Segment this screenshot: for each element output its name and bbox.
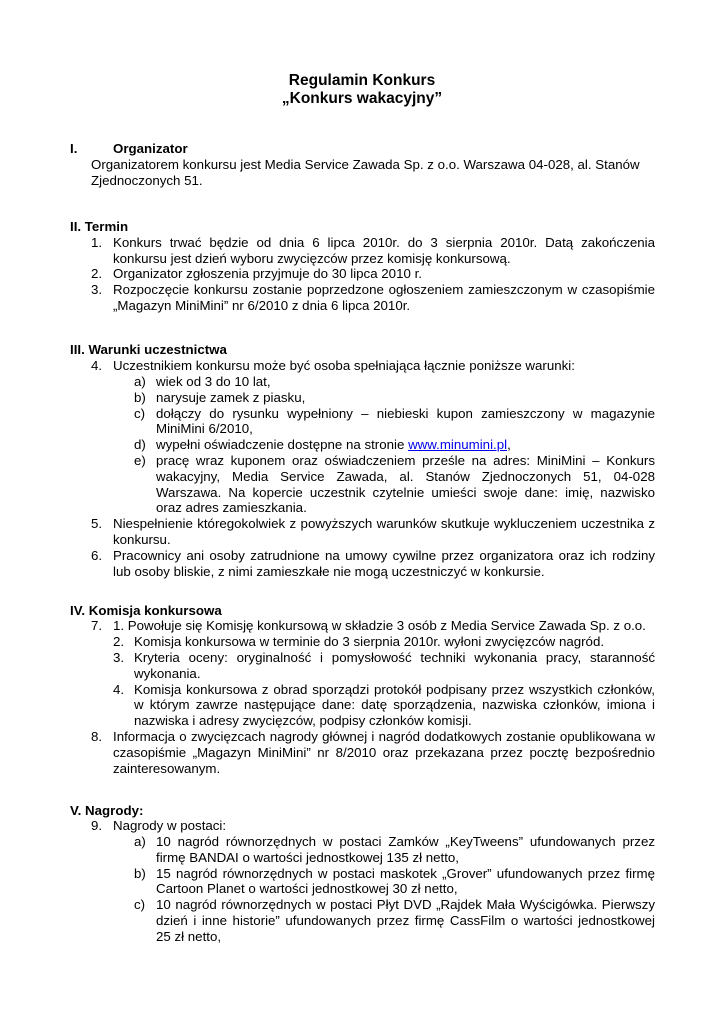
list-number: 3. — [91, 282, 103, 297]
sublist-item-text: 25 zł netto, — [156, 929, 222, 944]
sublist-item-text: 15 nagród równorzędnych w postaci maskotek „Grover” ufundowanych przez firmę — [156, 866, 655, 881]
list-item-text: Niespełnienie któregokolwiek z powyższych warunków skutkuje wykluczeniem uczestnika z — [113, 516, 655, 531]
sublist-letter: d) — [134, 437, 146, 452]
list-number: 9. — [91, 818, 103, 833]
sublist-item-text: w którym zawrze następujące dane: datę sporządzenia, nazwiska członków, imiona i — [134, 697, 655, 712]
sublist-item-text: 10 nagród równorzędnych w postaci Płyt DVD „Rajdek Mała Wyścigówka. Pierwszy — [156, 897, 655, 912]
sublist-number: 4. — [113, 682, 125, 697]
sublist-item-text: dzień i inne historie” ufundowanych przez firmę CassFilm o wartości jednostkowej — [156, 913, 655, 928]
list-item-text: Informacja o zwycięzcach nagrody głównej i nagród dodatkowych zostanie opublikowana w — [113, 729, 655, 744]
sublist-letter: c) — [134, 406, 146, 421]
section-5-heading: V. Nagrody: — [70, 803, 144, 818]
sublist-item-text: wykonania. — [134, 666, 201, 681]
sublist-item-text: 10 nagród równorzędnych w postaci Zamków „KeyTweens” ufundowanych przez — [156, 834, 655, 849]
sublist-item-text: MiniMini 6/2010, — [156, 421, 253, 436]
section-4-heading: IV. Komisja konkursowa — [70, 603, 222, 618]
list-item-text: 1. Powołuje się Komisję konkursową w składzie 3 osób z Media Service Zawada Sp. z o.o. — [113, 618, 646, 633]
sublist-number: 3. — [113, 650, 125, 665]
list-number: 8. — [91, 729, 103, 744]
sublist-item-text: Kryteria oceny: oryginalność i pomysłowość techniki wykonania pracy, staranność — [134, 650, 655, 665]
list-item-text: Nagrody w postaci: — [113, 818, 227, 833]
document-subtitle: „Konkurs wakacyjny” — [281, 90, 443, 107]
sublist-item-text: wiek od 3 do 10 lat, — [156, 374, 271, 389]
website-link[interactable]: www.minumini.pl — [408, 437, 508, 452]
sublist-letter: b) — [134, 390, 146, 405]
list-item-text: Uczestnikiem konkursu może być osoba spełniająca łącznie poniższe warunki: — [113, 358, 575, 373]
sublist-item-text: wypełni oświadczenie dostępne na stronie www.minumini.pl, — [156, 437, 511, 452]
section-1-number: I. — [70, 141, 78, 156]
sublist-letter: a) — [134, 834, 146, 849]
section-1-text-line: Organizatorem konkursu jest Media Service Zawada Sp. z o.o. Warszawa 04-028, al. Stanów — [91, 157, 640, 172]
list-number: 2. — [91, 266, 103, 281]
list-number: 4. — [91, 358, 103, 373]
sublist-item-text: oraz adres zamieszkania. — [156, 500, 307, 515]
sublist-number: 2. — [113, 634, 125, 649]
sublist-item-text: Warszawa. Na kopercie uczestnik czytelnie umieści swoje dane: imię, nazwisko — [156, 485, 655, 500]
sublist-letter: e) — [134, 453, 146, 468]
list-item-text: lub osoby bliskie, z nimi zamieszkałe nie mogą uczestniczyć w konkursie. — [113, 564, 545, 579]
list-item-text: konkursu jest dzień wyboru zwycięzców przez komisję konkursową. — [113, 251, 511, 266]
list-item-text: Pracownicy ani osoby zatrudnione na umowy cywilne przez organizatora oraz ich rodziny — [113, 548, 655, 563]
sublist-letter: c) — [134, 897, 146, 912]
list-item-text: Organizator zgłoszenia przyjmuje do 30 lipca 2010 r. — [113, 266, 422, 281]
sublist-item-text: Cartoon Planet o wartości jednostkowej 30 zł netto, — [156, 881, 458, 896]
list-number: 6. — [91, 548, 103, 563]
section-2-heading: II. Termin — [70, 219, 129, 234]
sublist-item-text: firmę BANDAI o wartości jednostkowej 135 zł netto, — [156, 850, 460, 865]
list-item-text: „Magazyn MiniMini” nr 6/2010 z dnia 6 lipca 2010r. — [113, 298, 411, 313]
list-item-text: zainteresowanym. — [113, 761, 221, 776]
list-number: 7. — [91, 618, 103, 633]
list-number: 1. — [91, 235, 103, 250]
list-item-text: konkursu. — [113, 532, 171, 547]
list-item-text: Rozpoczęcie konkursu zostanie poprzedzone ogłoszeniem zamieszczonym w czasopiśmie — [113, 282, 655, 297]
section-3-heading: III. Warunki uczestnictwa — [70, 342, 227, 357]
section-1-text-line: Zjednoczonych 51. — [91, 173, 203, 188]
sublist-letter: b) — [134, 866, 146, 881]
list-item-text: Konkurs trwać będzie od dnia 6 lipca 2010r. do 3 sierpnia 2010r. Datą zakończenia — [113, 235, 655, 250]
list-item-text: czasopiśmie „Magazyn MiniMini” nr 8/2010 oraz przekazana przez pocztę bezpośrednio — [113, 745, 655, 760]
sublist-item-text: Komisja konkursowa w terminie do 3 sierpnia 2010r. wyłoni zwycięzców nagród. — [134, 634, 605, 649]
sublist-item-text: Komisja konkursowa z obrad sporządzi protokół podpisany przez wszystkich członków, — [134, 682, 655, 697]
sublist-item-text: dołączy do rysunku wypełniony – niebieski kupon zamieszczony w magazynie — [156, 406, 655, 421]
sublist-item-text: nazwiska i adresy zwycięzców, podpisy członków komisji. — [134, 713, 472, 728]
sublist-item-text: narysuje zamek z piasku, — [156, 390, 306, 405]
sublist-letter: a) — [134, 374, 146, 389]
sublist-item-text: pracę wraz kuponem oraz oświadczeniem prześle na adres: MiniMini – Konkurs — [156, 453, 655, 468]
list-number: 5. — [91, 516, 103, 531]
document-title: Regulamin Konkurs — [288, 72, 436, 89]
sublist-item-text: wakacyjny, Media Service Zawada, al. Stanów Zjednoczonych 51, 04-028 — [156, 469, 655, 484]
section-1-heading: Organizator — [113, 141, 188, 156]
